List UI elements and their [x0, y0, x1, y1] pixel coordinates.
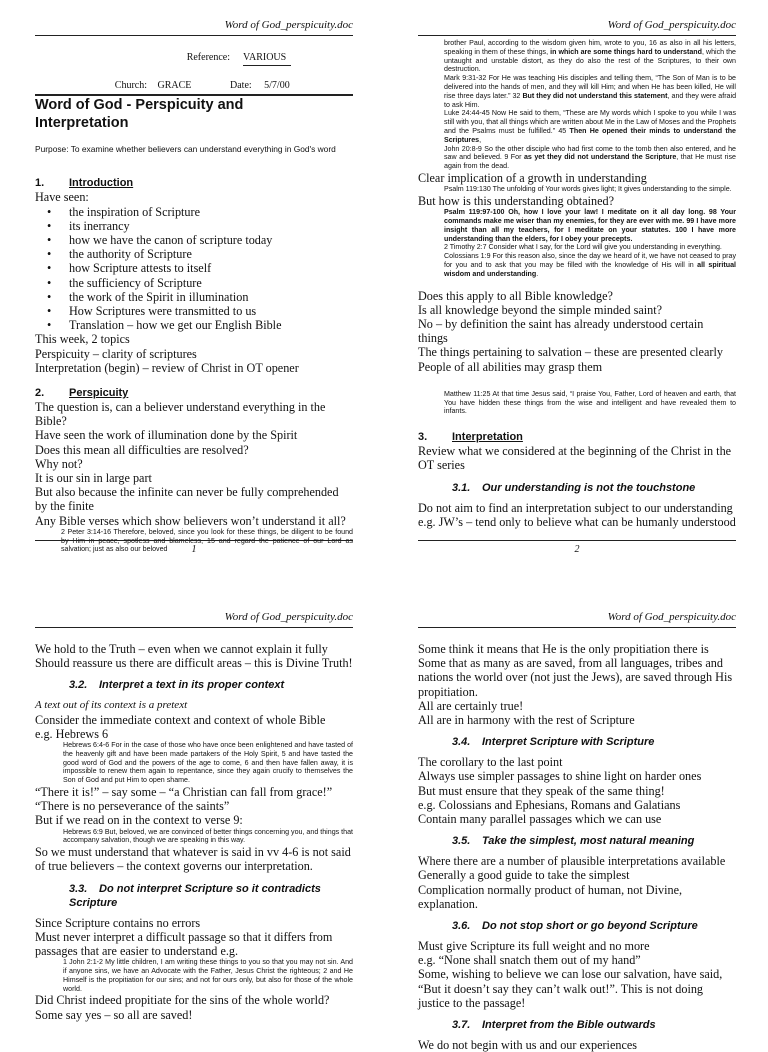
text-line: People of all abilities may grasp them — [418, 359, 603, 374]
subsection-title: Our understanding is not the touchstone — [482, 481, 696, 494]
text-line: Does this apply to all Bible knowledge? — [418, 288, 613, 303]
quote-emphasis: in which are some things hard to understand — [548, 47, 702, 56]
text-line: The corollary to the last point — [418, 755, 563, 770]
date-label: Date: — [230, 80, 252, 92]
page-2 — [418, 18, 736, 558]
text-line: Clear implication of a growth in understanding — [418, 170, 647, 185]
date-value: 5/7/00 — [264, 80, 290, 92]
section-number: 1. — [35, 177, 45, 190]
section-2-heading — [35, 386, 353, 400]
subsection-heading — [452, 834, 736, 848]
quote-text: , — [479, 135, 482, 144]
text-line: Is all knowledge beyond the simple minded saint? — [418, 302, 663, 317]
text-line: Review what we considered at the beginning of the Christ in the OT series — [418, 444, 732, 473]
church-label: Church: — [114, 80, 147, 92]
list-item: • how Scripture attests to itself — [35, 261, 353, 275]
subsection-title: Interpret Scripture with Scripture — [482, 736, 655, 749]
purpose-text: Purpose: To examine whether believers can understand everything in God's word — [35, 144, 336, 155]
text-line: Always use simpler passages to shine light on harder ones — [418, 769, 702, 784]
scripture-quote — [444, 109, 736, 144]
text-line: Have seen the work of illumination done by the Spirit — [35, 428, 298, 443]
document-title — [35, 96, 353, 132]
have-seen: Have seen: — [35, 190, 89, 205]
subsection-heading — [69, 882, 353, 910]
scripture-quote: 1 John 2:1-2 My little children, I am writing these things to you so that you may not sin. And if anyone sins, we have an Advocate with the Father, Jesus Christ the righteous; 2 and He Himself is the propitiation for our sins; and not for ours only, but also for those of the whole world. — [63, 958, 353, 993]
scripture-quote — [444, 39, 736, 74]
page-number: 1 — [35, 540, 353, 558]
page-4 — [418, 610, 736, 1052]
text-line: Since Scripture contains no errors — [35, 915, 201, 930]
pretext-line: A text out of its context is a pretext — [35, 699, 188, 712]
reference-label: Reference: — [186, 52, 230, 63]
list-item: • the work of the Spirit in illumination — [35, 290, 353, 304]
quote-text: , and they were afraid to ask Him. — [444, 91, 737, 109]
text-line: So we must understand that whatever is said in vv 4-6 is not said of true believers – the context governs our interpretation. — [35, 845, 351, 874]
list-item: • the sufficiency of Scripture — [35, 276, 353, 290]
text-line: Some think it means that He is the only propitiation there is — [418, 642, 709, 656]
quote-emphasis: all spiritual wisdom and understanding — [444, 260, 737, 278]
list-item: • its inerrancy — [35, 219, 353, 233]
reference-line — [35, 49, 353, 66]
text-line: Perspicuity – clarity of scriptures — [35, 346, 197, 361]
section-1-heading — [35, 176, 353, 190]
text-line: Should reassure us there are difficult areas – this is Divine Truth! — [35, 656, 353, 671]
scripture-quote — [444, 145, 736, 171]
text-line: e.g. “None shall snatch them out of my hand” — [418, 953, 641, 968]
text-line: We do not begin with us and our experiences — [418, 1038, 638, 1052]
text-line: Generally a good guide to take the simplest — [418, 868, 630, 883]
church-date-line — [35, 79, 353, 93]
text-line: e.g. Colossians and Ephesians, Romans and Galatians — [418, 797, 681, 812]
church-value: GRACE — [157, 80, 192, 92]
text-line: Some that as many as are saved, from all languages, tribes and nations the world over (not just the Jews), are saved through His propitiation. — [418, 656, 733, 699]
page-number: 2 — [418, 540, 736, 558]
quote-text: Mark 9:31-32 For He was teaching His disciples and telling them, “The Son of Man is to be delivered into the hands of men, and they will kill Him; and when He has been killed, He will rise three days later.” 32 — [444, 74, 736, 100]
list-item: • how we have the canon of scripture today — [35, 233, 353, 247]
scripture-quote — [444, 74, 736, 109]
text-line: It is our sin in large part — [35, 471, 152, 486]
section-number: 3. — [418, 431, 428, 444]
subsection-heading — [452, 919, 736, 933]
subsection-number: 3.7. — [452, 1019, 471, 1032]
text-line: Any Bible verses which show believers won’t understand it all? — [35, 513, 346, 528]
text-line: Contain many parallel passages which we can use — [418, 812, 662, 827]
subsection-heading — [452, 735, 736, 749]
text-line: e.g. Hebrews 6 — [35, 726, 109, 741]
page-header: Word of God_perspicuity.doc — [35, 610, 353, 628]
page-header: Word of God_perspicuity.doc — [418, 610, 736, 628]
section-3-heading — [418, 430, 736, 444]
scripture-quote: Matthew 11:25 At that time Jesus said, “I praise You, Father, Lord of heaven and earth, that You have hidden these things from the wise and intelligent and have revealed them to infants. — [444, 389, 736, 416]
text-line: Complication normally product of human, not Divine, explanation. — [418, 882, 683, 911]
scripture-quote: 2 Peter 3:14-16 Therefore, beloved, since you look for these things, be diligent to be found by Him in peace, spotless and blameless, 15 and regard the patience of our Lord as salvation; just as also our beloved — [61, 527, 353, 554]
subsection-number: 3.6. — [452, 920, 471, 933]
text-line: Consider the immediate context and context of whole Bible — [35, 712, 326, 727]
page-header: Word of God_perspicuity.doc — [35, 18, 353, 36]
text-line: “There it is!” – say some – “a Christian can fall from grace!” — [35, 785, 333, 799]
list-item: • How Scriptures were transmitted to us — [35, 304, 353, 318]
text-line: Did Christ indeed propitiate for the sins of the whole world? — [35, 993, 330, 1008]
page-3 — [35, 610, 353, 1024]
subsection-number: 3.3. — [69, 882, 88, 895]
quote-emphasis: as yet they did not understand the Scripture — [523, 153, 677, 162]
subsection-heading — [452, 1018, 736, 1032]
list-item: • the inspiration of Scripture — [35, 205, 353, 219]
scripture-quote — [444, 252, 736, 278]
quote-text: Luke 24:44-45 Now He said to them, “These are My words which I spoke to you while I was still with you, that all things which are written about Me in the Law of Moses and the Prophets and the Psalms must be fulfilled.” 45 — [444, 109, 736, 135]
scripture-quote: Psalm 119:130 The unfolding of Your words gives light; It gives understanding to the simple. — [444, 185, 732, 194]
subsection-heading — [452, 481, 736, 495]
text-line: Some, wishing to believe we can lose our salvation, have said, “But it doesn’t say they can’t walk out!”. This is not doing justice to the passage! — [418, 967, 723, 1010]
quote-emphasis: Then He opened their minds to understand the Scriptures — [444, 126, 736, 144]
quote-text: brother Paul, according to the wisdom given him, wrote to you, 16 as also in all his letters, speaking in them of these things, — [444, 39, 736, 56]
text-line: Do not aim to find an interpretation subject to our understanding — [418, 500, 733, 515]
list-item: • the authority of Scripture — [35, 247, 353, 261]
subsection-title: Do not stop short or go beyond Scripture — [482, 920, 698, 933]
section-title: Perspicuity — [69, 387, 129, 400]
text-line: This week, 2 topics — [35, 332, 130, 347]
page-1 — [35, 18, 353, 558]
subsection-number: 3.2. — [69, 679, 88, 692]
text-line: But if we read on in the context to verse 9: — [35, 813, 243, 828]
text-line: Must give Scripture its full weight and no more — [418, 939, 650, 954]
subsection-title: Interpret a text in its proper context — [99, 679, 285, 692]
title-line-2: Interpretation — [35, 115, 129, 132]
text-line: Must never interpret a difficult passage so that it differs from passages that are easier to understand e.g. — [35, 929, 333, 959]
section-number: 2. — [35, 387, 45, 400]
text-line: But how is this understanding obtained? — [418, 193, 614, 208]
text-line: e.g. JW’s – tend only to believe what can be humanly understood — [418, 514, 736, 529]
subsection-title: Interpret from the Bible outwards — [482, 1019, 656, 1032]
text-line: We hold to the Truth – even when we cannot explain it fully — [35, 642, 328, 656]
text-line: The things pertaining to salvation – these are presented clearly — [418, 345, 723, 360]
quote-text: , that He must rise again from the dead. — [444, 153, 736, 171]
quote-text: . — [536, 269, 539, 278]
text-line: But also because the infinite can never be fully comprehended by the finite — [35, 485, 339, 514]
text-line: “There is no perseverance of the saints” — [35, 799, 230, 814]
page-header: Word of God_perspicuity.doc — [418, 18, 736, 36]
text-line: But must ensure that they speak of the same thing! — [418, 783, 665, 798]
title-line-1: Word of God - Perspicuity and — [35, 97, 244, 114]
subsection-heading — [69, 678, 353, 692]
text-line: Some say yes – so all are saved! — [35, 1007, 193, 1022]
text-line: Does this mean all difficulties are resolved? — [35, 442, 249, 457]
scripture-quote: Psalm 119:97-100 Oh, how I love your law! I meditate on it all day long. 98 Your commands make me wiser than my enemies, for they are ever with me. 99 I have more insight than all my teachers, for I meditate on your statutes. 100 I have more understanding than the elders, for I obey your precepts. — [444, 208, 736, 243]
intro-bullet-list — [35, 205, 353, 333]
subsection-title: Take the simplest, most natural meaning — [482, 835, 695, 848]
text-line: Why not? — [35, 456, 83, 471]
subsection-number: 3.1. — [452, 481, 471, 494]
list-item: • Translation – how we get our English Bible — [35, 318, 353, 332]
scripture-quote: 2 Timothy 2:7 Consider what I say, for the Lord will give you understanding in everything. — [444, 243, 722, 252]
subsection-number: 3.5. — [452, 835, 471, 848]
text-line: The question is, can a believer understand everything in the Bible? — [35, 400, 326, 429]
quote-text: , which the untaught and unstable distort, as they do also the rest of the Scriptures, to their own destruction. — [444, 47, 736, 74]
text-line: No – by definition the saint has already understood certain things — [418, 316, 704, 346]
scripture-quote: Hebrews 6:9 But, beloved, we are convinced of better things concerning you, and things that accompany salvation, though we are speaking in this way. — [63, 827, 353, 845]
text-line: Where there are a number of plausible interpretations available — [418, 854, 726, 869]
quote-text: John 20:8-9 So the other disciple who had first come to the tomb then also entered, and he saw and believed. 9 For — [444, 144, 736, 162]
quote-emphasis: But they did not understand this statement — [522, 91, 668, 100]
text-line: All are in harmony with the rest of Scripture — [418, 713, 635, 728]
subsection-title: Do not interpret Scripture so it contradicts Scripture — [69, 882, 321, 909]
section-title: Introduction — [69, 177, 134, 190]
text-line: All are certainly true! — [418, 698, 524, 713]
section-title: Interpretation — [452, 431, 523, 444]
scripture-quote: Hebrews 6:4-6 For in the case of those who have once been enlightened and have tasted of the heavenly gift and have been made partakers of the Holy Spirit, 5 and have tasted the good word of God and the powers of the age to come, 6 and then have fallen away, it is impossible to renew them again to repentance, since they again crucify to themselves the Son of God and put Him to open shame. — [63, 741, 353, 785]
reference-value: VARIOUS — [243, 51, 291, 66]
subsection-number: 3.4. — [452, 736, 471, 749]
quote-text: Colossians 1:9 For this reason also, since the day we heard of it, we have not ceased to pray for you and to ask that you may be filled with the knowledge of His will in — [444, 252, 736, 269]
text-line: Interpretation (begin) – review of Christ in OT opener — [35, 360, 299, 375]
